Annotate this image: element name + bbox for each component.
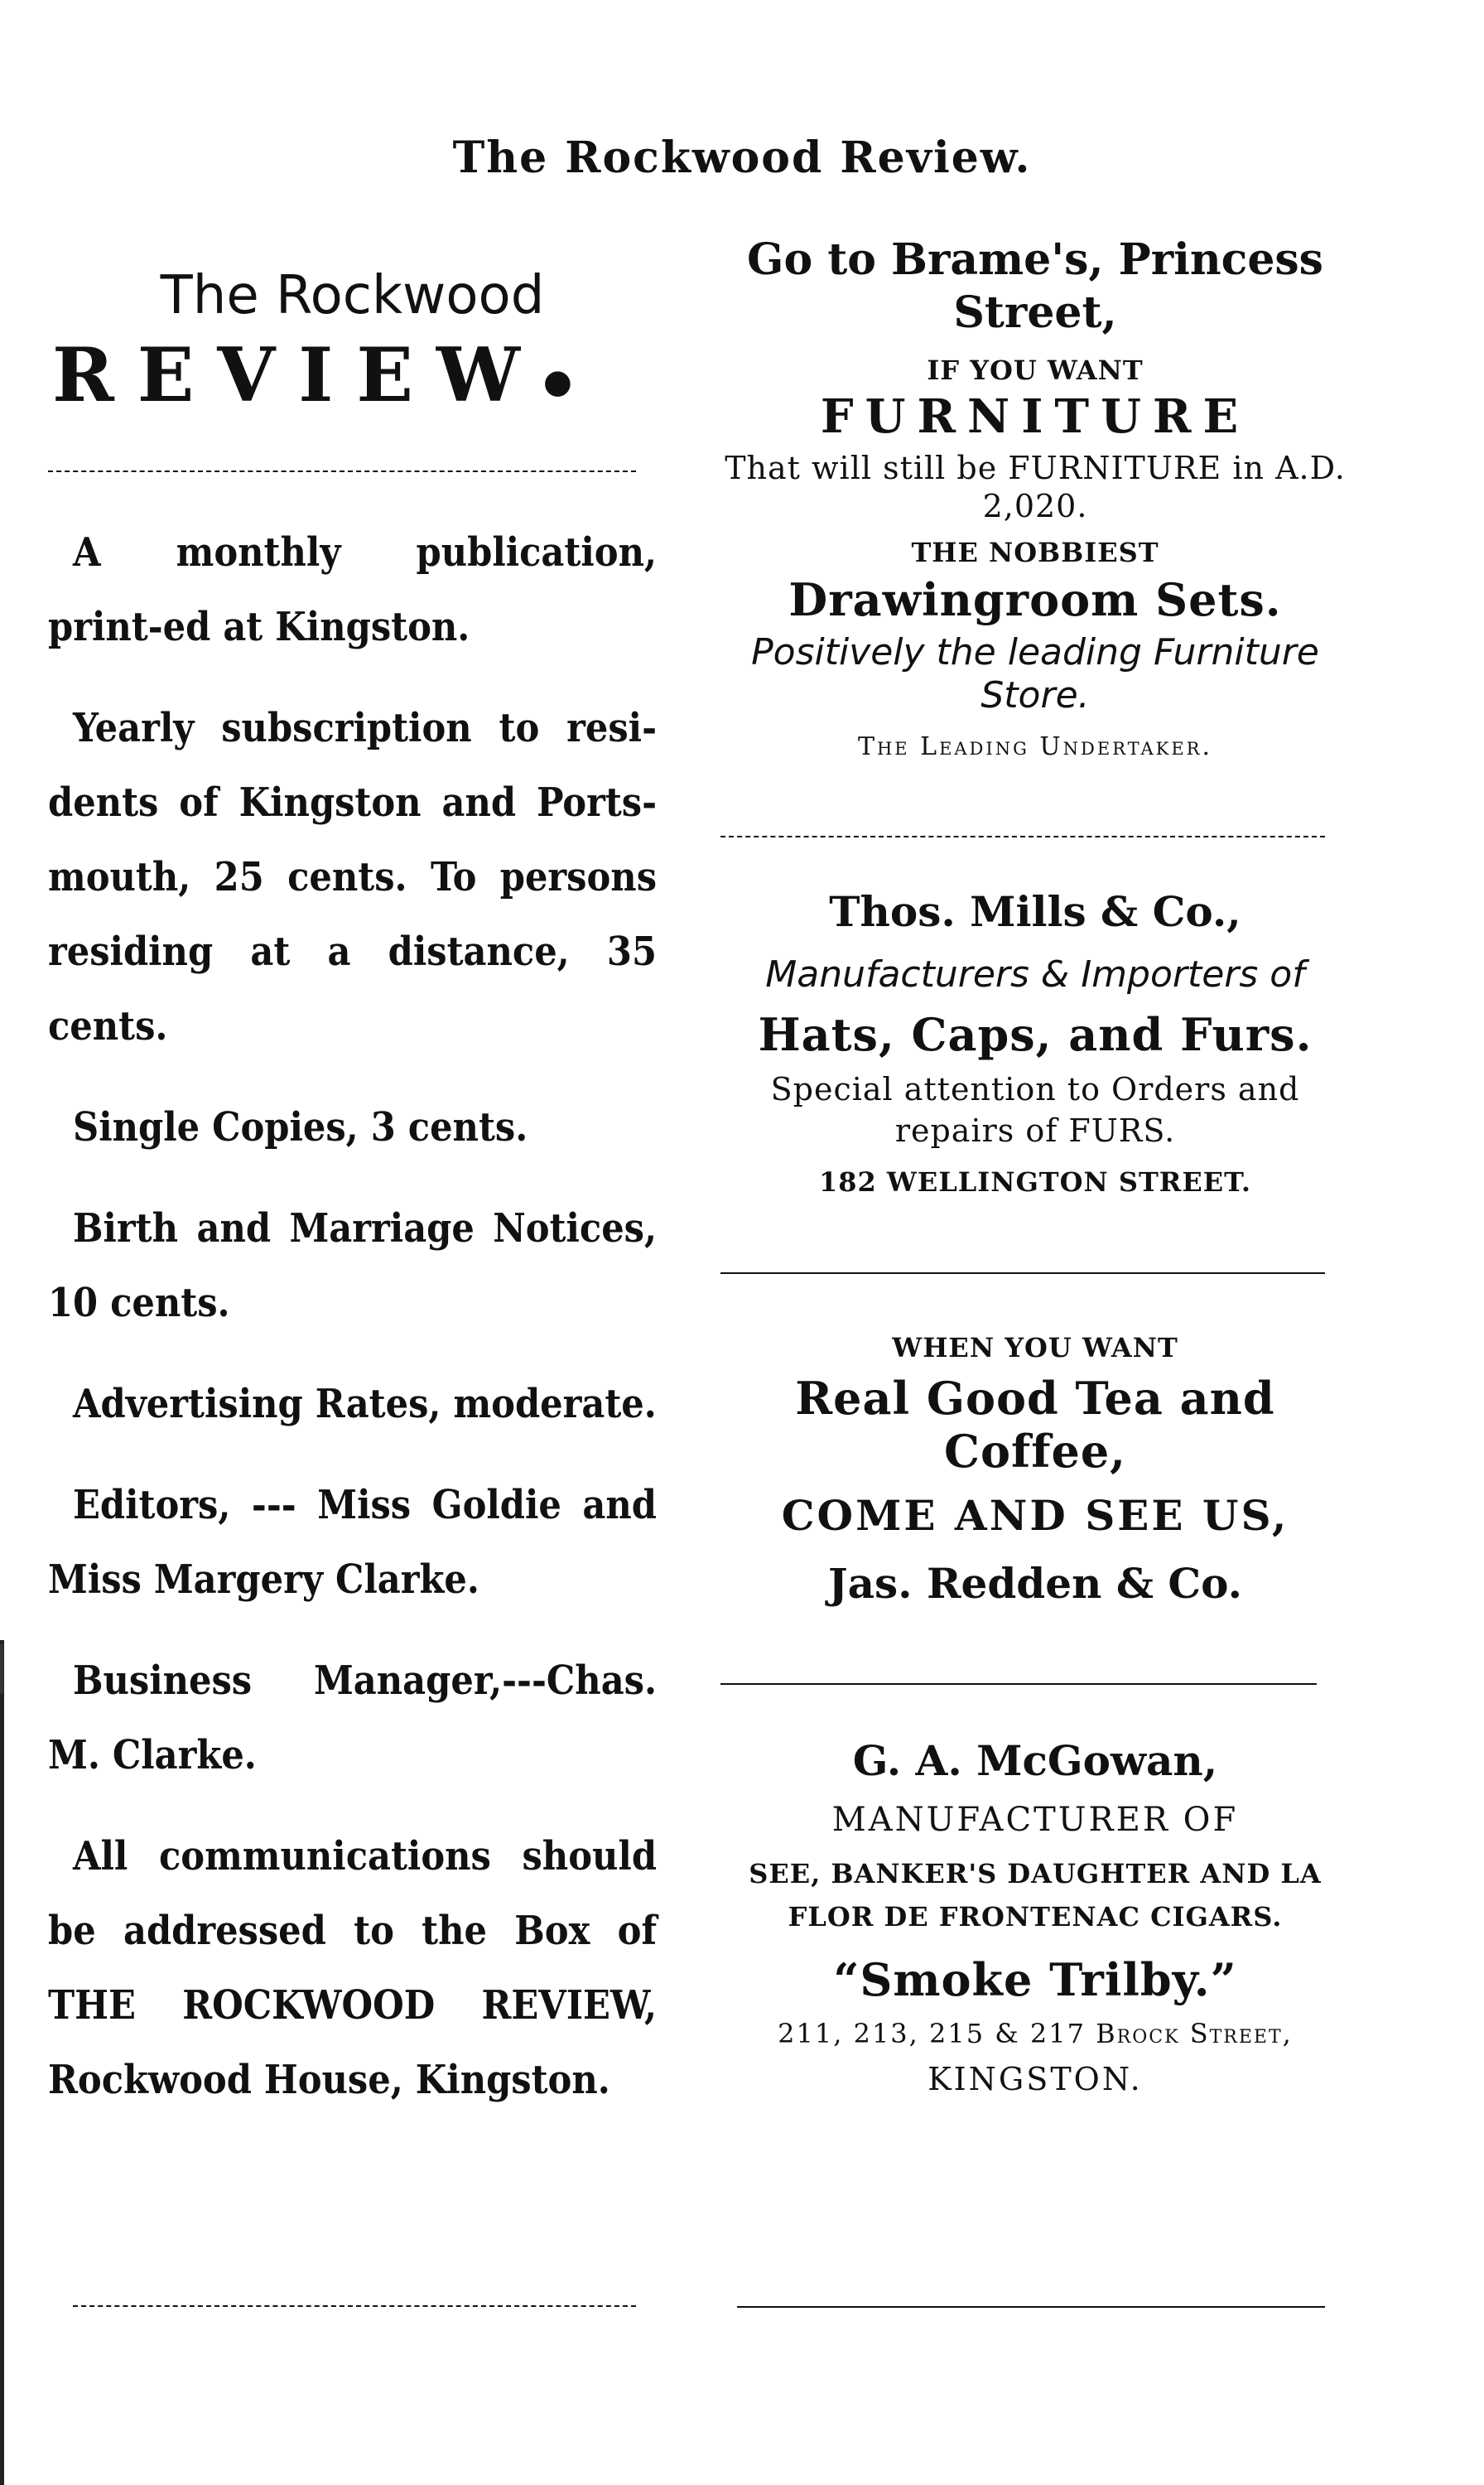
info-paragraph: Single Copies, 3 cents. xyxy=(73,1104,528,1151)
ad-display: Real Good Tea and Coffee, xyxy=(795,1372,1275,1478)
ad-headline: G. A. McGowan, xyxy=(852,1736,1218,1785)
left-column xyxy=(48,248,657,2117)
info-paragraph: Birth and Marriage Notices, 10 cents. xyxy=(48,1205,657,1326)
ad-headline: Go to Brame's, Princess Street, xyxy=(747,234,1323,338)
right-column xyxy=(720,234,1350,2097)
ad-subhead: WHEN YOU WANT xyxy=(892,1332,1178,1363)
page-edge-rule xyxy=(0,1640,4,2485)
ad-headline: Jas. Redden & Co. xyxy=(827,1559,1243,1608)
ad-display: “Smoke Trilby.” xyxy=(833,1953,1237,2006)
ad-display: Drawingroom Sets. xyxy=(788,573,1282,626)
ad-headline: Thos. Mills & Co., xyxy=(829,887,1241,936)
ad-smallcaps: The Leading Undertaker. xyxy=(857,732,1213,761)
divider xyxy=(720,836,1325,837)
masthead-ornament: ● xyxy=(543,362,572,401)
ad-text: SEE, BANKER'S DAUGHTER AND LA FLOR DE FRONTENAC CIGARS. xyxy=(749,1858,1322,1933)
ad-text: That will still be FURNITURE in A.D. 2,020. xyxy=(725,450,1346,524)
info-paragraph: Yearly subscription to resi-dents of Kingston and Ports-mouth, 25 cents. To persons residing at a distance, 35 cents. xyxy=(48,705,657,1049)
info-paragraph: All communications should be addressed to the Box of THE ROCKWOOD REVIEW, Rockwood House, Kingston. xyxy=(48,1833,657,2103)
ad-brame xyxy=(720,234,1350,761)
publication-info xyxy=(48,515,657,2117)
ad-address: 211, 213, 215 & 217 Brock Street, xyxy=(778,2018,1293,2049)
page-edge-mark xyxy=(0,1644,3,1694)
masthead-title-line2 xyxy=(48,331,657,419)
ad-italic: Manufacturers & Importers of xyxy=(765,953,1305,996)
ad-city: KINGSTON. xyxy=(928,2061,1143,2097)
divider xyxy=(73,2305,636,2307)
info-paragraph: Advertising Rates, moderate. xyxy=(73,1381,657,1427)
masthead-word: REVIEW xyxy=(52,331,543,419)
divider xyxy=(720,1272,1325,1274)
info-paragraph: A monthly publication, print-ed at Kingston. xyxy=(48,529,657,650)
ad-subhead: IF YOU WANT xyxy=(927,355,1144,386)
ad-display: Hats, Caps, and Furs. xyxy=(758,1008,1313,1061)
info-paragraph: Business Manager,---Chas. M. Clarke. xyxy=(48,1657,657,1778)
ad-mills xyxy=(720,885,1350,1198)
running-head: The Rockwood Review. xyxy=(452,133,1032,183)
ad-text: MANUFACTURER OF xyxy=(831,1801,1239,1839)
ad-subhead: THE NOBBIEST xyxy=(911,537,1159,568)
ad-redden xyxy=(720,1332,1350,1610)
info-paragraph: Editors, --- Miss Goldie and Miss Margery Clarke. xyxy=(48,1482,657,1603)
ad-headline: COME AND SEE US, xyxy=(781,1491,1289,1540)
divider xyxy=(720,1683,1317,1685)
divider xyxy=(48,470,636,472)
ad-text: Special attention to Orders and repairs of FURS. xyxy=(770,1071,1300,1149)
masthead-title-line1: The Rockwood xyxy=(160,265,545,326)
divider xyxy=(737,2306,1325,2308)
ad-address: 182 WELLINGTON STREET. xyxy=(818,1166,1251,1198)
ad-display: FURNITURE xyxy=(820,389,1250,444)
ad-italic: Positively the leading Furniture Store. xyxy=(751,631,1319,717)
ad-mcgowan xyxy=(720,1735,1350,2097)
